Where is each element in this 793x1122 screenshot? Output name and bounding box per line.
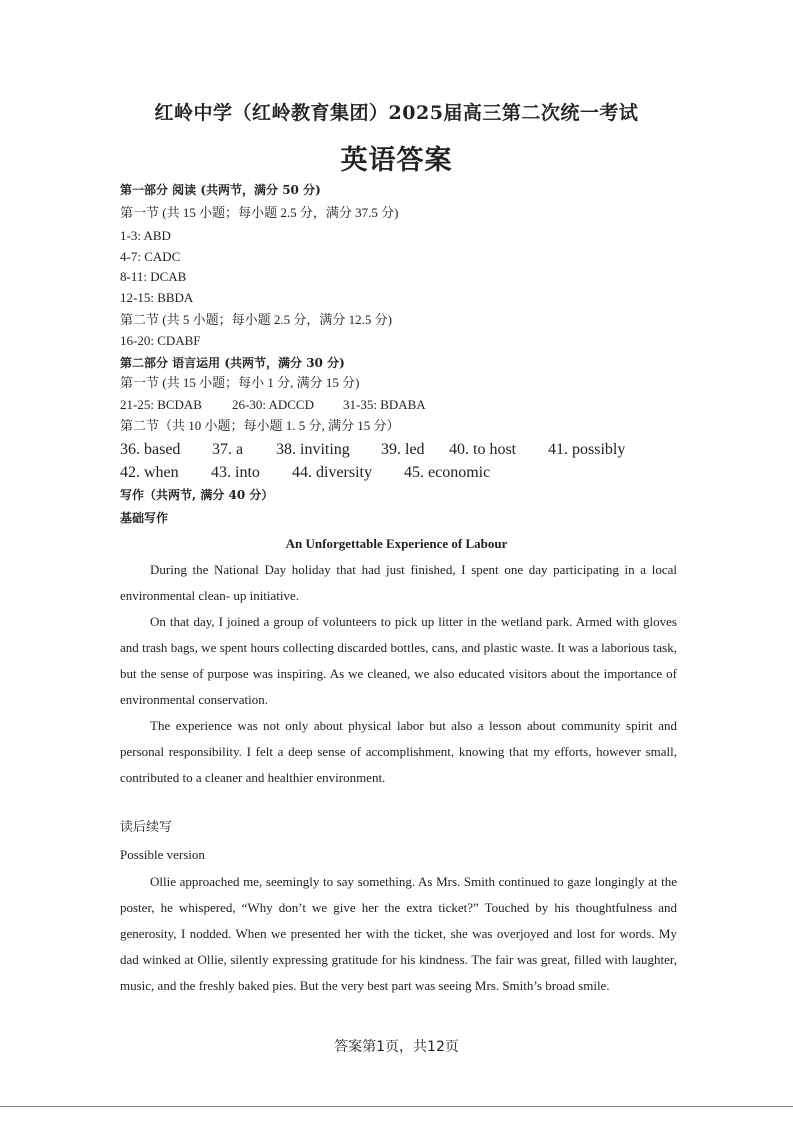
answer-line-16-20: 16-20: CDABF	[120, 333, 201, 348]
subject-title: 英语答案	[340, 145, 453, 176]
school-exam-title: 红岭中学（红岭教育集团）2025届高三第二次统一考试	[154, 102, 639, 124]
fill-answer-37: 37. a	[212, 441, 244, 458]
fill-answer-45: 45. economic	[404, 464, 491, 481]
page-footer: 答案第1页，共12页	[334, 1039, 459, 1055]
part1-section1-heading: 第一节 (共 15 小题；每小题 2.5 分，满分 37.5 分)	[120, 205, 399, 220]
part2-section1-heading: 第一节 (共 15 小题；每小 1 分, 满分 15 分)	[120, 375, 360, 390]
essay-title: An Unforgettable Experience of Labour	[285, 536, 508, 551]
answer-line-8-11: 8-11: DCAB	[120, 269, 187, 284]
answer-line-1-3: 1-3: ABD	[120, 228, 171, 243]
fill-answer-42: 42. when	[120, 464, 179, 481]
part2-heading: 第二部分 语言运用 (共两节，满分 30 分)	[120, 356, 345, 370]
fill-answer-39: 39. led	[381, 441, 425, 458]
fill-answer-38: 38. inviting	[276, 441, 350, 458]
essay-paragraph-3: The experience was not only about physical labor but also a lesson about community spirit and personal responsibility. I felt a deep sense of accomplishment, knowing that my efforts, however small, contributed to a cleaner and healthier environment.	[120, 718, 677, 785]
part1-section2-heading: 第二节 (共 5 小题；每小题 2.5 分，满分 12.5 分)	[120, 312, 392, 327]
answer-21-25: 21-25: BCDAB	[120, 397, 202, 412]
basic-writing-label: 基础写作	[120, 511, 169, 525]
essay-paragraph-2: On that day, I joined a group of volunteers to pick up litter in the wetland park. Armed with gloves and trash bags, we spent hours collecting discarded bottles, cans, and plastic waste. It was a laborious task, but the sense of purpose was inspiring. As we cleaned, we also educated visitors about the importance of environmental conservation.	[120, 614, 677, 707]
fill-answer-43: 43. into	[211, 464, 260, 481]
continuation-writing-label: 读后续写	[120, 819, 173, 834]
answer-line-12-15: 12-15: BBDA	[120, 290, 194, 305]
answer-26-30: 26-30: ADCCD	[232, 397, 314, 412]
part1-heading: 第一部分 阅读 (共两节，满分 50 分)	[120, 183, 321, 197]
part2-section2-heading: 第二节（共 10 小题；每小题 1. 5 分, 满分 15 分）	[120, 418, 400, 433]
answer-31-35: 31-35: BDABA	[343, 397, 426, 412]
essay-paragraph-1: During the National Day holiday that had just finished, I spent one day participating in a local environmental clean- up initiative.	[120, 562, 677, 603]
writing-heading: 写作（共两节, 满分 40 分）	[120, 488, 274, 502]
fill-answer-44: 44. diversity	[292, 464, 372, 481]
continuation-paragraph: Ollie approached me, seemingly to say something. As Mrs. Smith continued to gaze longingly at the poster, he whispered, “Why don’t we give her the extra ticket?” Touched by his thoughtfulness and generosity, I nodded. When we presented her with the ticket, she was overjoyed and lost for words. My dad winked at Ollie, silently expressing gratitude for his kindness. The fair was great, filled with laughter, music, and the freshly baked pies. But the very best part was seeing Mrs. Smith’s broad smile.	[120, 874, 677, 993]
fill-answer-36: 36. based	[120, 441, 181, 458]
bottom-divider	[0, 1106, 793, 1107]
possible-version-label: Possible version	[120, 847, 205, 862]
fill-answer-40: 40. to host	[449, 441, 517, 458]
answer-line-4-7: 4-7: CADC	[120, 249, 181, 264]
fill-answer-41: 41. possibly	[548, 441, 626, 458]
